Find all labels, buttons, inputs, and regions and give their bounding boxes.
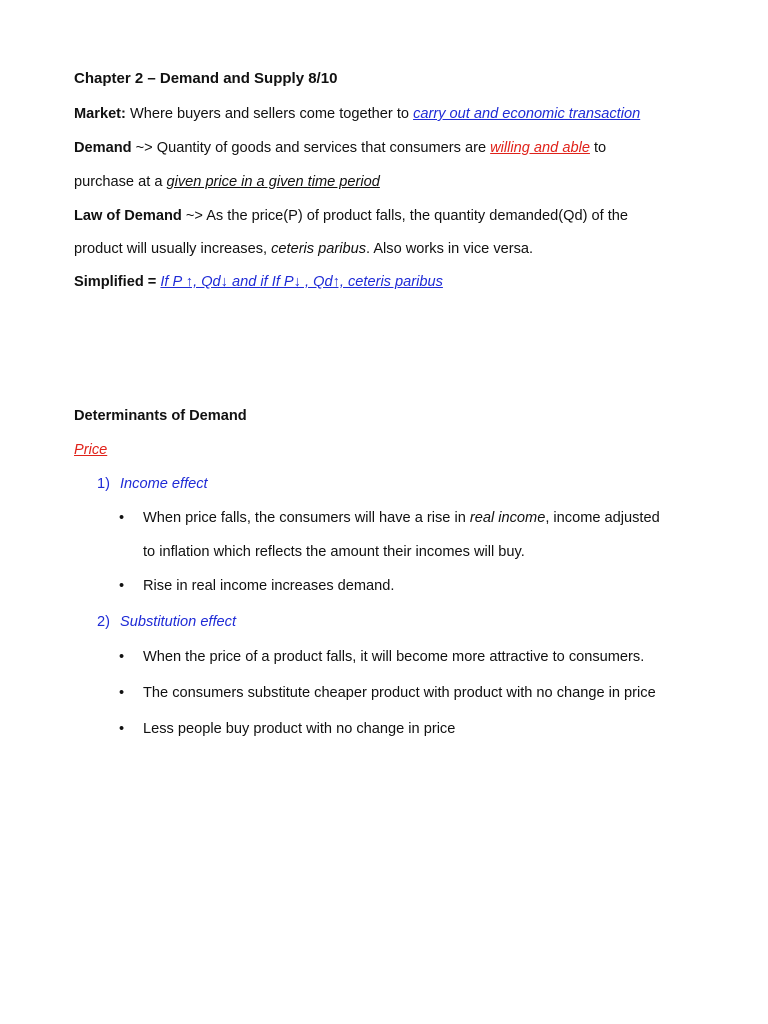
demand-line2-text: purchase at a — [74, 174, 167, 190]
demand-highlight: willing and able — [490, 140, 590, 156]
item-2-title: Substitution effect — [120, 614, 237, 630]
law-line2-italic: ceteris paribus — [271, 241, 367, 257]
item-2-bullet-3: Less people buy product with no change in price — [143, 721, 456, 737]
determinants-heading: Determinants of Demand — [74, 408, 247, 424]
demand-definition-line2 — [74, 173, 380, 191]
law-text1: ~> As the price(P) of product falls, the quantity demanded(Qd) of the — [181, 208, 629, 224]
item-2-bullet-2: The consumers substitute cheaper product with product with no change in price — [143, 685, 656, 701]
bullet-text-b: , income adjusted — [545, 510, 660, 526]
bullet-marker: • — [119, 685, 125, 701]
bullet-marker: • — [119, 510, 125, 526]
law-of-demand-line1 — [74, 207, 628, 225]
law-line2-b: . Also works in vice versa. — [366, 241, 534, 257]
market-text: Where buyers and sellers come together to — [125, 106, 414, 122]
demand-line2-underline: given price in a given time period — [166, 174, 380, 190]
simplified-formula: If P ↑, Qd↓ and if If P↓ , Qd↑, ceteris paribus — [160, 274, 443, 290]
demand-text2: to — [589, 140, 607, 156]
item-1-title: Income effect — [120, 476, 208, 492]
law-label: Law of Demand — [74, 208, 182, 224]
item-1-number: 1) — [97, 476, 110, 492]
bullet-text-a: When price falls, the consumers will have a rise in — [143, 510, 470, 526]
simplified-line — [74, 273, 443, 291]
price-label: Price — [74, 442, 108, 458]
demand-definition-line1 — [74, 139, 606, 157]
item-2-bullet-1: When the price of a product falls, it will become more attractive to consumers. — [143, 649, 645, 665]
demand-text1: ~> Quantity of goods and services that consumers are — [131, 140, 491, 156]
bullet-marker: • — [119, 649, 125, 665]
item-1-bullet-2: Rise in real income increases demand. — [143, 578, 395, 594]
market-link[interactable]: carry out and economic transaction — [413, 106, 641, 122]
bullet-marker: • — [119, 721, 125, 737]
demand-label: Demand — [74, 140, 132, 156]
market-definition — [74, 105, 640, 123]
item-2-number: 2) — [97, 614, 110, 630]
law-of-demand-line2 — [74, 240, 533, 258]
bullet-marker: • — [119, 578, 125, 594]
item-1-bullet-1-continuation: to inflation which reflects the amount their incomes will buy. — [143, 544, 525, 560]
law-line2-a: product will usually increases, — [74, 241, 272, 257]
page-title: Chapter 2 – Demand and Supply 8/10 — [74, 70, 338, 87]
item-1-bullet-1 — [143, 509, 660, 527]
market-label: Market: — [74, 106, 126, 122]
simplified-label: Simplified = — [74, 274, 161, 290]
bullet-text-italic: real income — [469, 510, 546, 526]
